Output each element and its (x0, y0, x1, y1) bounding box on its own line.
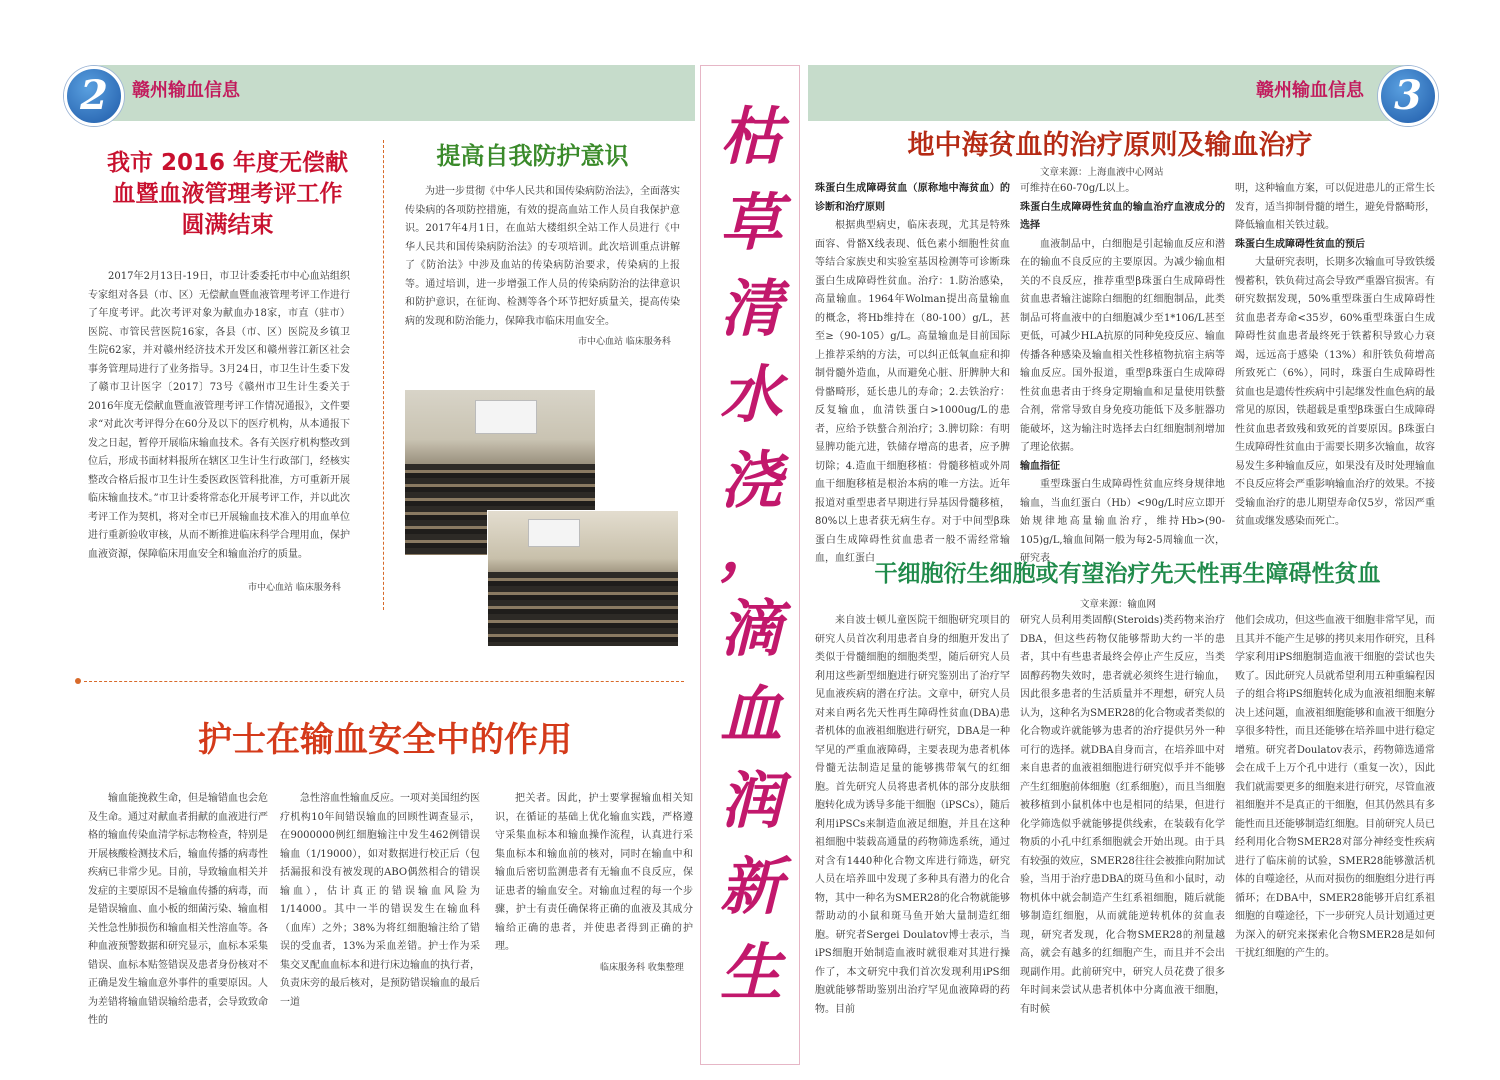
article4-paragraph: 重型珠蛋白生成障碍性贫血应终身规律地输血，当血红蛋白（Hb）<90g/L时应立即开始规律地高量输血治疗，维持Hb>(90-105)g/L,输血间隔一般为每2-5周输血一次，研究表 (1020, 479, 1225, 564)
slogan-char: 水 (719, 358, 782, 431)
article2-paragraph: 为进一步贯彻《中华人民共和国传染病防治法》，全面落实传染病的各项防控措施，有效的提高血站工作人员自我保护意识。2017年4月1日，在血站大楼组织全站工作人员进行《中华人民共和国传染病防治法》的专项培训。此次培训重点讲解了《防治法》中涉及血站的传染病防治要求，传染病的上报等。通过培训，进一步增强工作人员的传染病防治的法律意识和防护意识，在征询、检测等各个环节把好质量关，提高传染病的发现和防治能力，保障我市临床用血安全。 (405, 186, 680, 327)
slogan-char: 清 (719, 272, 782, 345)
article2-signature: 市中心血站 临床服务科 (578, 337, 671, 347)
article3-paragraph: 输血能挽救生命，但是输错血也会危及生命。通过对献血者捐献的血液进行严格的输血传染血清学标志物检查，特别是开展核酸检测技术后，输血传播的病毒性疾病已非常少见。目前，导致输血相关并发症的主要原因不是输血传播的病毒，而是错误输血、血小板的细菌污染、输血相关性急性肺损伤和输血相关性溶血等。各种血液预警数据和研究显示，血标本采集错误、血标本贴签错误及患者身份核对不正确是发生输血意外事件的重要原因。人为差错将输血错误输给患者，会导致致命性的 (88, 793, 268, 1026)
article4-source: 文章来源：上海血液中心网站 (1040, 167, 1164, 178)
article5-paragraph: 研究人员利用类固醇(Steroids)类药物来治疗DBA，但这些药物仅能够帮助大约一半的患者，其中有些患者最终会停止产生反应，当类固醇药物失效时，患者就必须终生进行输血，因此很多患者的生活质量并不理想，研究人员认为，这种名为SMER28的化合物或者类似的化合物或许就能够为患者的治疗提供另外一种可行的选择。就DBA自身而言，在培养皿中对来自患者的血液祖细胞进行研究似乎并不能够产生红细胞前体细胞（红系细胞），而且当细胞被移植到小鼠机体中也是相同的结果，但进行化学筛选似乎就能够提供线索，在装载有化学物质的小孔中红系细胞就会开始出现。由于具有较强的效应，SMER28往往会被推向附加试验，当用于治疗患DBA的斑马鱼和小鼠时，动物机体中就会制造产生红系祖细胞，随后就能够制造红细胞，从而就能逆转机体的贫血表现，研究者发现，化合物SMER28的剂量越高，就会有越多的红细胞产生，而且并不会出现副作用。此前研究中，研究人员花费了很多年时间来尝试从患者机体中分离血液干细胞，有时候 (1020, 615, 1225, 1015)
section-divider (84, 681, 684, 682)
article4-subheading: 珠蛋白生成障碍贫血（原称地中海贫血）的诊断和治疗原则 (815, 183, 1010, 213)
article5-source: 文章来源：输血网 (1080, 599, 1157, 610)
article5-col3 (1235, 612, 1435, 964)
article3-title: 护士在输血安全中的作用 (198, 720, 572, 760)
article1-title (95, 148, 360, 241)
article2-title: 提高自我防护意识 (436, 142, 629, 170)
projector-screen (528, 519, 580, 547)
article4-paragraph: 血液制品中，白细胞是引起输血反应和潜在的输血不良反应的主要原因。为减少输血相关的不良反应，推荐重型β珠蛋白生成障碍性贫血患者输注滤除白细胞的红细胞制品，此类制品可将血液中的白细胞减少至1*106/L甚至更低，可减少HLA抗原的同种免疫反应、输血传播各种感染及输血相关性移植物抗宿主病等输血反应。国外报道，重型β珠蛋白生成障碍性贫血患者由于终身定期输血和足量使用铁螯合剂，常常导致自身免疫功能低下及多脏器功能破坏，这为输注时选择去白红细胞制剂增加了理论依据。 (1020, 238, 1225, 453)
article4-col1 (815, 180, 1010, 569)
column-divider (383, 140, 384, 610)
slogan-char: 润 (719, 764, 782, 837)
article4-col3 (1235, 180, 1435, 532)
article1-title-line: 圆满结束 (181, 212, 274, 238)
article5-col2 (1020, 612, 1225, 1019)
slogan-char: 滴 (719, 592, 782, 665)
slogan-char: 血 (719, 678, 782, 751)
article5-title: 干细胞衍生细胞或有望治疗先天性再生障碍性贫血 (874, 561, 1381, 587)
article3-signature: 临床服务科 收集整理 (600, 963, 684, 973)
article1-signature: 市中心血站 临床服务科 (248, 583, 341, 593)
center-slogan-column (700, 65, 800, 1065)
article5-paragraph: 他们会成功，但这些血液干细胞非常罕见，而且其并不能产生足够的拷贝来用作研究，且科学家利用iPS细胞制造血液干细胞的尝试也失败了。因此研究人员就希望利用五种重编程因子的组合将iPS细胞转化成为血液祖细胞来解决上述问题，血液祖细胞能够和血液干细胞分享很多特性，而且还能够在培养皿中进行稳定增殖。研究者Doulatov表示，药物筛选通常会在成千上万个孔中进行（重复一次），因此我们就需要更多的细胞来进行研究，尽管血液祖细胞并不是真正的干细胞，但其仍然具有多能性而且还能够制造红细胞。目前研究人员已经利用化合物SMER28对部分神经变性疾病进行了临床前的试验，SMER28能够激活机体的自噬途径，从而对损伤的细胞组分进行再循环；在DBA中，SMER28能够开启红系祖细胞的自噬途径，下一步研究人员计划通过更为深入的研究来探索化合物SMER28是如何干扰红细胞的产生的。 (1235, 615, 1435, 959)
article5-paragraph: 来自波士顿儿童医院干细胞研究项目的研究人员首次利用患者自身的细胞开发出了类似于骨髓细胞的细胞类型，随后研究人员利用这些新型细胞进行研究鉴别出了治疗罕见血液疾病的潜在疗法。文章中，研究人员对来自两名先天性再生障碍性贫血(DBA)患者机体的血液祖细胞进行研究，DBA是一种罕见的严重血液障碍，主要表现为患者机体骨髓无法制造足量的能够携带氧气的红细胞。首先研究人员将患者机体的部分皮肤细胞转化成为诱导多能干细胞（iPSCs），随后利用iPSCs来制造血液足细胞，并且在这种祖细胞中装载高通量的药物筛选系统，通过对含有1440种化合物文库进行筛选，研究人员在培养皿中发现了多种具有潜力的化合物，其中一种名为SMER28的化合物就能够帮助动的小鼠和斑马鱼开始大量制造红细胞。研究者Sergei Doulatov博士表示，当iPS细胞开始制造血液时就很难对其进行操作了，本文研究中我们首次发现利用iPS细胞就能够帮助鉴别出治疗罕见血液障碍的药物。目前 (815, 615, 1010, 1015)
article2-body (405, 183, 680, 331)
article4-paragraph: 可维持在60-70g/L以上。 (1020, 183, 1136, 194)
article1-title-line: 血暨血液管理考评工作 (112, 181, 343, 207)
audience-rows (488, 572, 678, 646)
article3-col2 (280, 790, 480, 1012)
article1-title-line: 我市 2016 年度无偿献 (106, 150, 349, 176)
brand-left: 赣州输血信息 (132, 80, 240, 101)
article4-subheading: 珠蛋白生成障碍性贫血的输血治疗血液成分的选择 (1020, 201, 1225, 231)
article3-paragraph: 把关者。因此，护士要掌握输血相关知识，在循证的基础上优化输血实践，严格遵守采集血标本和输血操作流程，认真进行采集血标本和输血前的核对，同时在输血中和输血后密切监测患者有无输血不良反应，保证患者的输血安全。对输血过程的每一个步骤，护士有责任确保将正确的血液及其成分输给正确的患者，并使患者得到正确的护理。 (495, 793, 693, 952)
article4-paragraph: 大量研究表明，长期多次输血可导致铁缓慢蓄积，铁负荷过高会导致严重器官损害。有研究数据发现，50%重型珠蛋白生成障碍性贫血患者寿命<35岁，60%重型珠蛋白生成障碍性贫血患者最终死于铁蓄积导致心力衰竭，远远高于感染（13%）和肝铁负荷增高所致死亡（6%），同时，珠蛋白生成障碍性贫血也是遗传性疾病中引起继发性血色病的最常见的原因，铁超载是重型β珠蛋白生成障碍性贫血患者致残和致死的首要原因。β珠蛋白生成障碍性贫血由于需要长期多次输血，故容易发生多种输血反应，如果没有及时处理输血不良反应将会严重影响输血治疗的效果。不接受输血治疗的患儿期望寿命仅5岁，常因严重贫血或继发感染而死亡。 (1235, 257, 1435, 527)
slogan-char: 新 (719, 850, 782, 923)
article4-col2 (1020, 180, 1225, 569)
slogan-char: 草 (719, 186, 782, 259)
training-photo-2 (487, 510, 679, 647)
article4-title: 地中海贫血的治疗原则及输血治疗 (907, 130, 1313, 161)
slogan-char: 生 (719, 936, 782, 1009)
article4-subheading: 珠蛋白生成障碍性贫血的预后 (1235, 238, 1365, 250)
article1-body (88, 268, 350, 564)
article4-paragraph: 明，这种输血方案，可以促进患儿的正常生长发育，适当抑制骨髓的增生，避免骨骼畸形，降低输血相关铁过载。 (1235, 183, 1435, 231)
projector-screen (475, 400, 537, 434)
article1-paragraph: 2017年2月13日-19日，市卫计委委托市中心血站组织专家组对各县（市、区）无偿献血暨血液管理考评工作进行了年度考评。此次考评对象为献血办18家，市直（驻市）医院、市管民营医院16家，各县（市、区）医院及乡镇卫生院62家，并对赣州经济技术开发区和赣州蓉江新区社会事务管理局进行了业务指导。3月24日，市卫生计生委下发了赣市卫计医字〔2017〕73号《赣州市卫生计生委关于2016年度无偿献血暨血液管理考评工作情况通报》，文件要求“对此次考评得分在60分及以下的医疗机构，从本通报下发之日起，暂停开展临床输血技术。各有关医疗机构整改到位后，形成书面材料报所在辖区卫生计生行政部门，经核实整改合格后报市卫生计生委医政医管科批准，方可重新开展临床输血技术。”市卫计委将常态化开展考评工作，并以此次考评工作为契机，将对全市已开展输血技术准入的用血单位进行重新验收审核，从而不断推进临床科学合理用血，保护血液资源，保障临床用血安全和输血治疗的质量。 (88, 271, 350, 560)
divider-dot (75, 678, 81, 684)
article5-col1 (815, 612, 1010, 1019)
article4-subheading: 输血指征 (1020, 460, 1060, 472)
article4-paragraph: 根据典型病史，临床表现，尤其是特殊面容、骨骼X线表现、低色素小细胞性贫血等结合家族史和实验室基因检测等可诊断珠蛋白生成障碍性贫血。治疗：1.防治感染，高量输血。1964年Wolman提出高量输血的概念，将Hb维持在（80-100）g/L，甚至≥（90-105）g/L。高量输血是目前国际上推荐采纳的方法，可以纠正低氧血症和抑制骨髓外造血，从而避免心脏、肝脾肿大和骨骼畸形，延长患儿的寿命；2.去铁治疗：反复输血，血清铁蛋白>1000ug/L的患者，应给予铁螯合剂治疗；3.脾切除：有明显脾功能亢进，铁储存增高的患者，应予脾切除；4.造血干细胞移植：骨髓移植或外周血干细胞移植是根治本病的唯一方法。近年报道对重型患者早期进行异基因骨髓移植，80%以上患者获无病生存。对于中间型β珠蛋白生成障碍性贫血患者一般不需经常输血，血红蛋白 (815, 220, 1010, 564)
page-number-left: 2 (64, 66, 124, 126)
slogan-char: 浇 (719, 444, 782, 517)
article3-col3 (495, 790, 693, 957)
page-number-right: 3 (1378, 66, 1438, 126)
slogan-char: 枯 (719, 100, 782, 173)
article3-col1 (88, 790, 268, 1031)
article3-paragraph: 急性溶血性输血反应。一项对美国纽约医疗机构10年间错误输血的回顾性调查显示，在9000000例红细胞输注中发生462例错误输血（1/19000），如对数据进行校正后（包括漏报和没有被发现的ABO偶然相合的错误输血），估计真正的错误输血风险为1/14000。其中一半的错误发生在输血科（血库）之外；38%为将红细胞输注给了错误的受血者，13%为采血差错。护士作为采集交叉配血血标本和进行床边输血的执行者，负责床旁的最后核对，是预防错误输血的最后一道 (280, 793, 480, 1008)
slogan-char: ， (719, 512, 782, 585)
brand-right: 赣州输血信息 (1256, 80, 1364, 101)
